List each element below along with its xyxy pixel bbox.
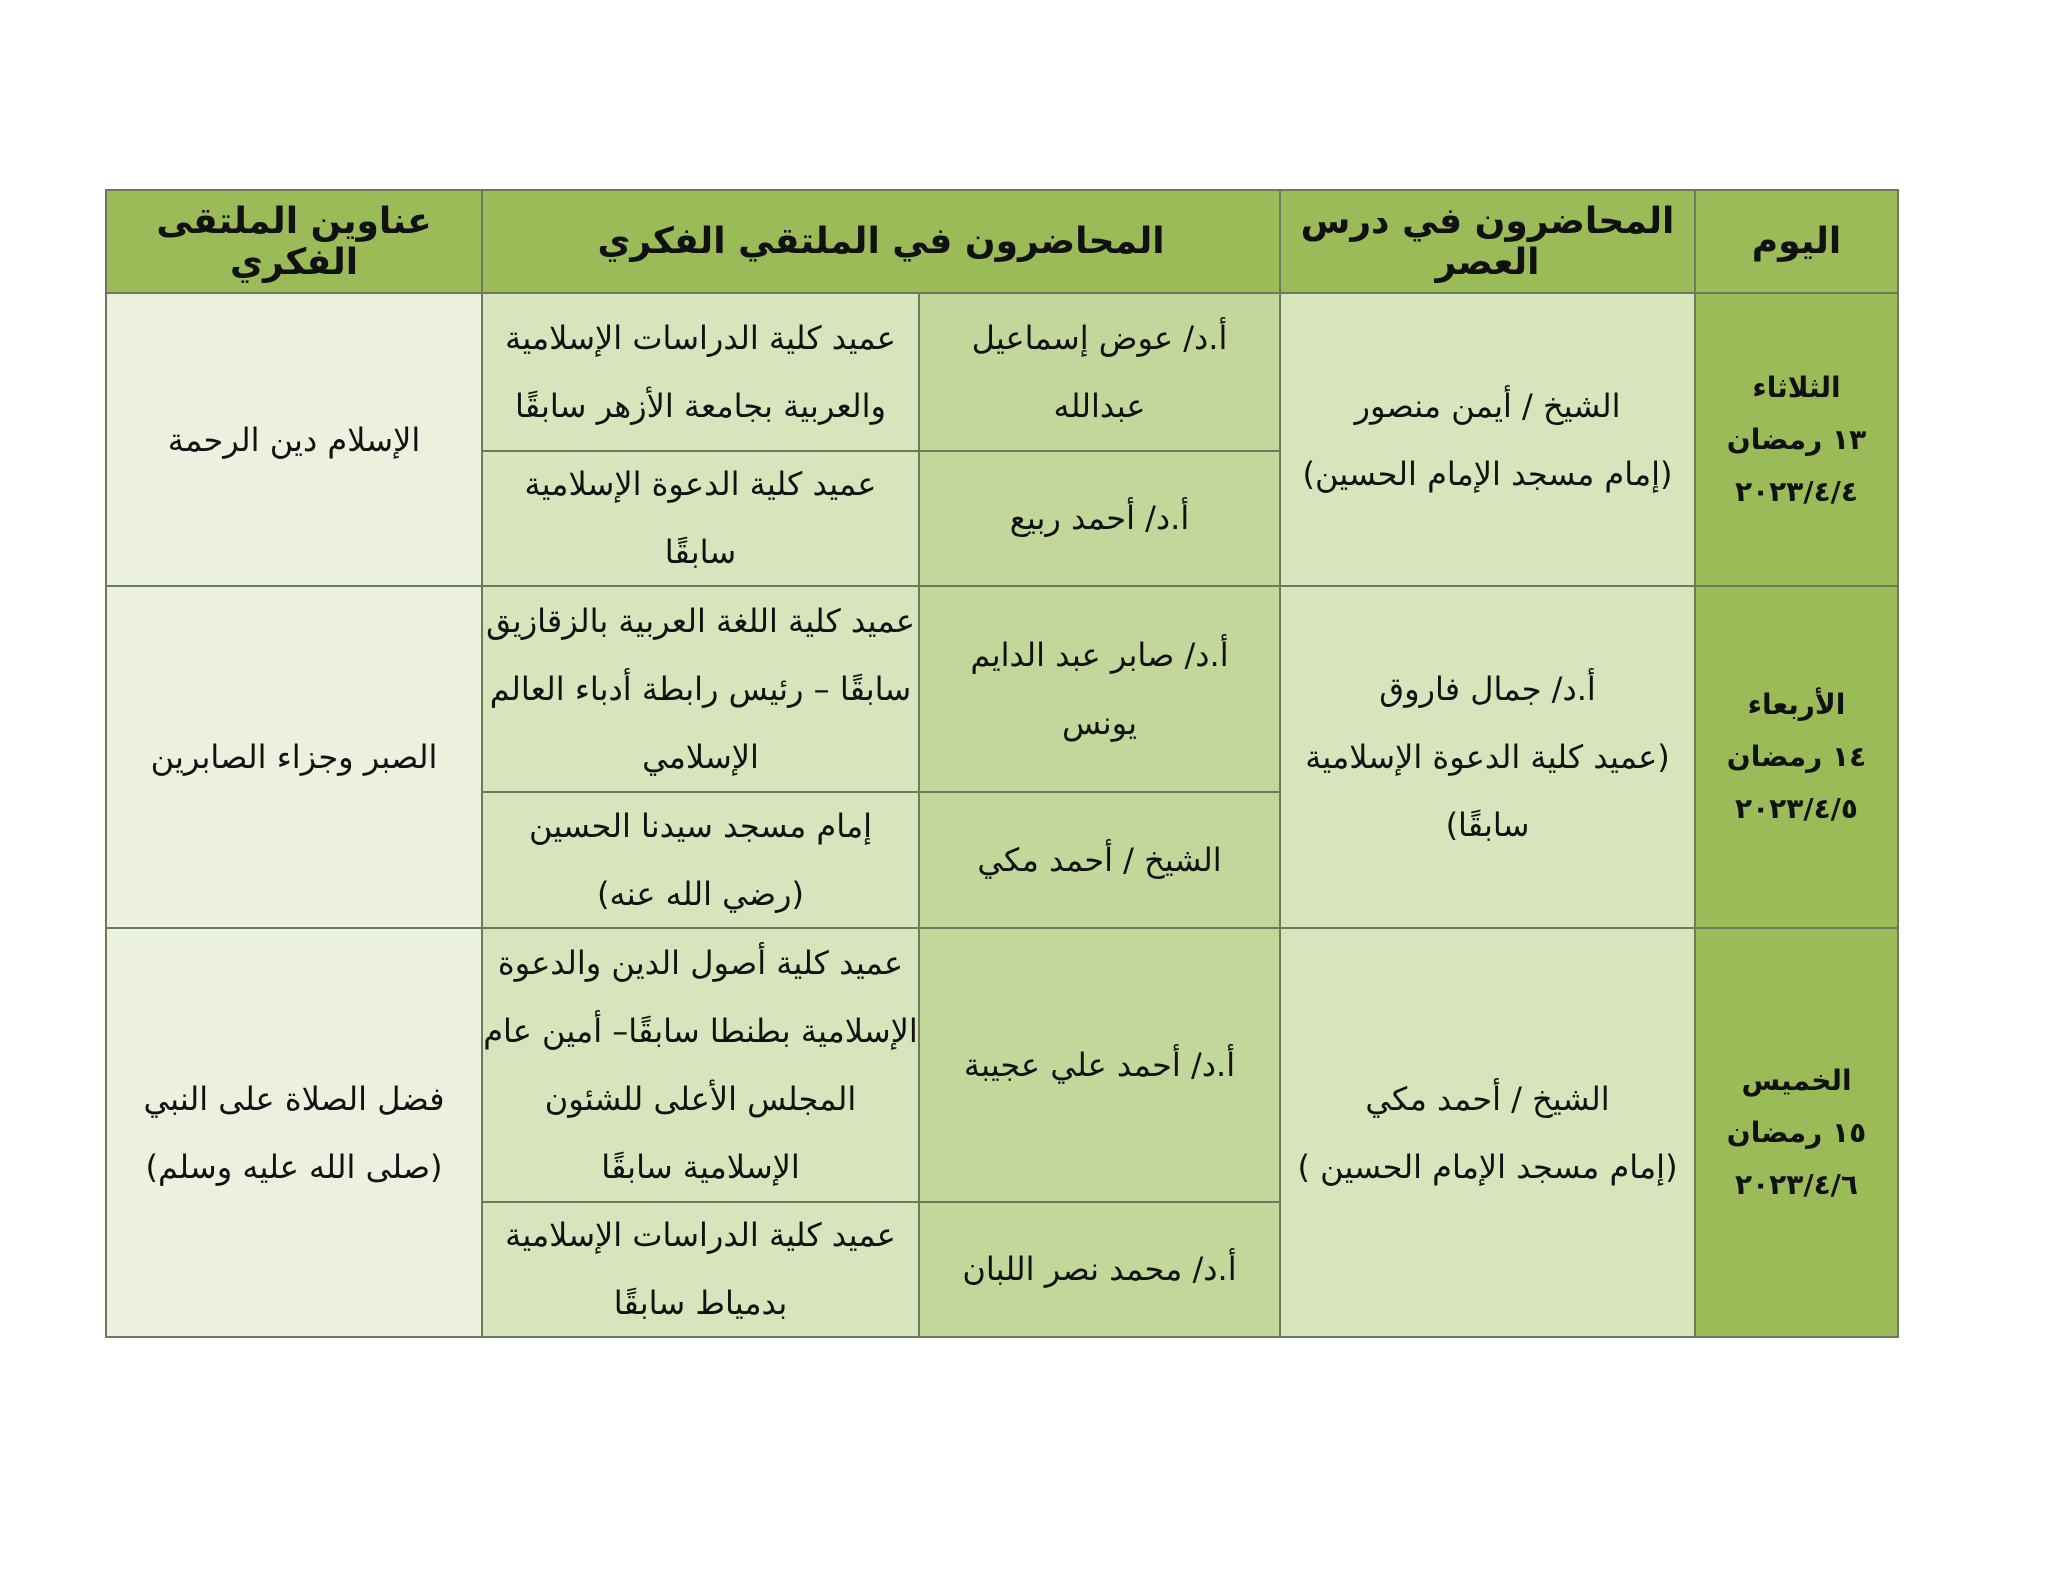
forum-title: (صلى الله عليه وسلم) [145, 1147, 443, 1186]
lecturer-role-cell [482, 928, 919, 1201]
gregorian-date: ٢٠٢٣/٤/٥ [1735, 792, 1858, 825]
day-name: الخميس [1741, 1063, 1852, 1097]
day-name: الثلاثاء [1752, 370, 1841, 404]
header-asr-lecturers [1280, 190, 1695, 293]
header-titles-label: عناوين الملتقى الفكري [156, 200, 432, 283]
forum-title-cell [106, 928, 482, 1337]
lecturer-name-cell [919, 293, 1280, 450]
forum-title: فضل الصلاة على النبي [143, 1079, 445, 1118]
lecturer-name-cell [919, 450, 1280, 586]
lecturer-role-line: (رضي الله عنه) [597, 874, 804, 913]
lecturer-role-line: عميد كلية الدراسات الإسلامية [505, 318, 896, 357]
lecturer-name-cell [919, 791, 1280, 928]
day-name: الأربعاء [1747, 688, 1846, 721]
lecturer-name-line: أ.د/ صابر عبد الدايم [970, 635, 1229, 674]
table-border [105, 292, 1899, 294]
lecturer-role-cell [482, 1201, 919, 1337]
lecturer-role-line: سابقًا – رئيس رابطة أدباء العالم [489, 669, 912, 708]
lecturer-role-cell [482, 293, 919, 450]
lecturer-name-line: يونس [1061, 703, 1138, 742]
asr-lecturer-name: الشيخ / أحمد مكي [1365, 1079, 1610, 1118]
table-border [1694, 189, 1696, 1338]
lecturer-name-cell [919, 1201, 1280, 1337]
lecturer-name-line: الشيخ / أحمد مكي [977, 840, 1222, 879]
lecturer-role-line: الإسلامية سابقًا [601, 1147, 800, 1186]
forum-title-cell [106, 586, 482, 928]
gregorian-date: ٢٠٢٣/٤/٤ [1735, 474, 1858, 508]
lecturer-role-line: المجلس الأعلى للشئون [544, 1079, 857, 1118]
asr-lecturer-cell [1280, 293, 1695, 586]
lecturer-role-cell [482, 586, 919, 791]
hijri-date: ١٥ رمضان [1726, 1115, 1867, 1149]
hijri-date: ١٣ رمضان [1726, 422, 1867, 456]
asr-lecturer-role: (إمام مسجد الإمام الحسين ) [1297, 1147, 1678, 1186]
lecturer-role-line: عميد كلية اللغة العربية بالزقازيق [486, 601, 915, 640]
header-forum-titles [106, 190, 482, 293]
lecturer-role-line: إمام مسجد سيدنا الحسين [528, 806, 873, 845]
forum-title: الإسلام دين الرحمة [167, 420, 421, 459]
lecturer-role-cell [482, 791, 919, 928]
table-border [105, 189, 1899, 191]
table-border [482, 1201, 1280, 1203]
header-day-label: اليوم [1751, 221, 1842, 262]
table-border [105, 927, 1899, 929]
lecturer-name-line: أ.د/ أحمد علي عجيبة [963, 1045, 1236, 1084]
lecturer-name-line: أ.د/ أحمد ربيع [1009, 499, 1190, 537]
lecturer-role-line: عميد كلية الدعوة الإسلامية [524, 465, 877, 503]
table-border [1897, 189, 1899, 1338]
lecturer-name-cell [919, 586, 1280, 791]
lecturer-role-cell [482, 450, 919, 586]
asr-lecturer-name: أ.د/ جمال فاروق [1379, 670, 1596, 708]
lecturer-name-line: أ.د/ عوض إسماعيل [971, 318, 1228, 357]
table-border [481, 189, 483, 1338]
table-border [105, 585, 1899, 587]
header-forum-lecturers [482, 190, 1280, 293]
lecturer-role-line: والعربية بجامعة الأزهر سابقًا [515, 386, 886, 425]
table-border [105, 189, 107, 1338]
asr-lecturer-cell [1280, 586, 1695, 928]
hijri-date: ١٤ رمضان [1726, 740, 1867, 773]
lecturer-role-line: بدمياط سابقًا [613, 1284, 788, 1322]
gregorian-date: ٢٠٢٣/٤/٦ [1735, 1167, 1858, 1201]
header-asr-label: المحاضرون في درس العصر [1300, 200, 1675, 283]
lecturer-name-cell [919, 928, 1280, 1201]
lecturer-name-line: أ.د/ محمد نصر اللبان [962, 1250, 1237, 1288]
asr-lecturer-cell [1280, 928, 1695, 1337]
table-border [482, 791, 1280, 793]
table-border [482, 450, 1280, 452]
day-cell [1695, 293, 1898, 586]
table-border [105, 1336, 1899, 1338]
lecturer-role-line: عميد كلية الدراسات الإسلامية [505, 1216, 896, 1254]
asr-lecturer-role: سابقًا) [1445, 806, 1530, 844]
lecturer-role-line: عميد كلية أصول الدين والدعوة [497, 943, 904, 982]
asr-lecturer-role: (إمام مسجد الإمام الحسين) [1302, 454, 1673, 493]
header-day [1695, 190, 1898, 293]
forum-title-cell [106, 293, 482, 586]
lecturer-role-line: سابقًا [664, 533, 737, 571]
table-border [918, 292, 920, 1338]
header-forum-label: المحاضرون في الملتقي الفكري [597, 221, 1165, 262]
lecturer-role-line: الإسلامية بطنطا سابقًا– أمين عام [483, 1011, 918, 1050]
table-border [1279, 189, 1281, 1338]
day-cell [1695, 586, 1898, 928]
lecturer-role-line: الإسلامي [642, 737, 759, 776]
forum-title: الصبر وجزاء الصابرين [150, 738, 438, 776]
asr-lecturer-role: (عميد كلية الدعوة الإسلامية [1305, 738, 1670, 776]
day-cell [1695, 928, 1898, 1337]
asr-lecturer-name: الشيخ / أيمن منصور [1354, 386, 1621, 425]
lecturer-name-line: عبدالله [1053, 386, 1146, 425]
